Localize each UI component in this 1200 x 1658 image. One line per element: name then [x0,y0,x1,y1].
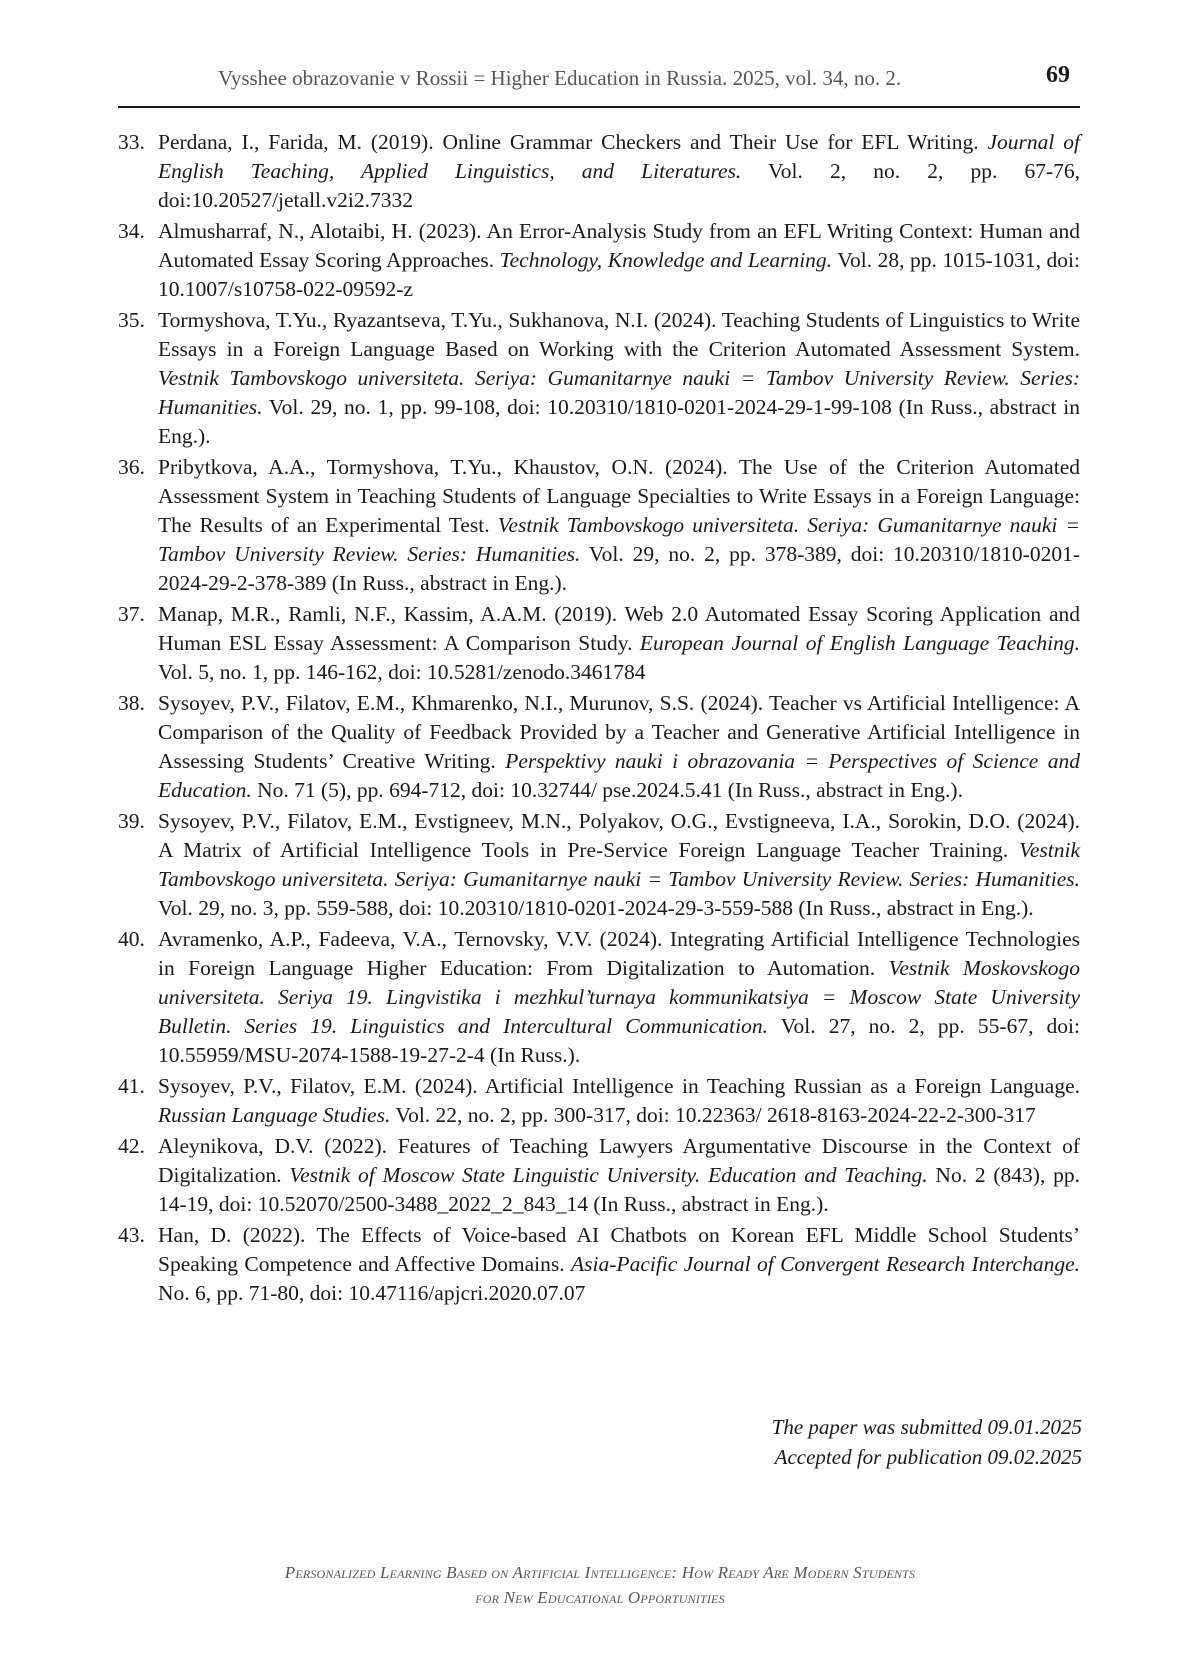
reference-details: Vol. 29, no. 1, pp. 99-108, doi: 10.20310/1810-0201-2024-29-1-99-108 (In Russ., abstract in Eng.). [158,395,1080,448]
reference-source: Journal of English Teaching, Applied Linguistics, and Literatures. [158,130,1080,183]
reference-source: Asia-Pacific Journal of Convergent Research Interchange. [571,1252,1081,1276]
reference-authors-title: Han, D. (2022). The Effects of Voice-based AI Chatbots on Korean EFL Middle School Students’ Speaking Competence and Affective Domains. [158,1223,1080,1276]
footer-title-line-2: for New Educational Opportunities [475,1588,725,1607]
reference-source: Vestnik Tambovskogo universiteta. Seriya: Gumanitarnye nauki = Tambov University Review. Series: Humanities. [158,513,1080,566]
submitted-date: The paper was submitted 09.01.2025 [771,1415,1082,1439]
page-number: 69 [1046,62,1070,88]
reference-source: Vestnik Tambovskogo universiteta. Seriya: Gumanitarnye nauki = Tambov University Review. Series: Humanities. [158,838,1080,891]
reference-details: Vol. 29, no. 2, pp. 378-389, doi: 10.20310/1810-0201-2024-29-2-378-389 (In Russ., abstract in Eng.). [158,542,1080,595]
reference-authors-title: Sysoyev, P.V., Filatov, E.M. (2024). Artificial Intelligence in Teaching Russian as a Foreign Language. [158,1074,1080,1098]
reference-number: 42. [118,1134,145,1158]
reference-source: Vestnik Moskovskogo universiteta. Seriya 19. Lingvistika i mezhkul’turnaya kommunikatsiya = Moscow State University Bulletin. Series 19. Linguistics and Intercultural Communication. [158,956,1080,1038]
reference-number: 41. [118,1074,145,1098]
reference-details: No. 2 (843), pp. 14-19, doi: 10.52070/2500-3488_2022_2_843_14 (In Russ., abstract in Eng.). [158,1163,1080,1216]
reference-number: 37. [118,602,145,626]
reference-number: 35. [118,308,145,332]
reference-source: Technology, Knowledge and Learning. [499,248,833,272]
reference-number: 40. [118,927,145,951]
reference-authors-title: Manap, M.R., Ramli, N.F., Kassim, A.A.M. (2019). Web 2.0 Automated Essay Scoring Application and Human ESL Essay Assessment: A Comparison Study. [158,602,1080,655]
accepted-date: Accepted for publication 09.02.2025 [774,1445,1082,1469]
reference-details: Vol. 29, no. 3, pp. 559-588, doi: 10.20310/1810-0201-2024-29-3-559-588 (In Russ., abstract in Eng.). [158,896,1034,920]
reference-number: 39. [118,809,145,833]
reference-authors-title: Avramenko, A.P., Fadeeva, V.A., Ternovsky, V.V. (2024). Integrating Artificial Intelligence Technologies in Foreign Language Higher Education: From Digitalization to Automation. [158,927,1080,980]
journal-title: Vysshee obrazovanie v Rossii = Higher Education in Russia. 2025, vol. 34, no. 2. [218,66,902,90]
running-header [118,58,1080,108]
reference-item [118,306,1080,451]
reference-item [118,925,1080,1070]
reference-number: 38. [118,691,145,715]
reference-details: Vol. 2, no. 2, pp. 67-76, doi:10.20527/jetall.v2i2.7332 [158,159,1080,212]
reference-item [118,600,1080,687]
reference-authors-title: Sysoyev, P.V., Filatov, E.M., Khmarenko, N.I., Murunov, S.S. (2024). Teacher vs Artificial Intelligence: A Comparison of the Quality of Feedback Provided by a Teacher and Generative Artificial Intelligence in Assessing Students’ Creative Writing. [158,691,1080,773]
reference-authors-title: Aleynikova, D.V. (2022). Features of Teaching Lawyers Argumentative Discourse in the Context of Digitalization. [158,1134,1080,1187]
reference-item [118,128,1080,215]
footer-title-line-1: Personalized Learning Based on Artificial Intelligence: How Ready Are Modern Students [284,1563,916,1582]
reference-source: Perspektivy nauki i obrazovania = Perspectives of Science and Education. [158,749,1080,802]
reference-details: Vol. 27, no. 2, pp. 55-67, doi: 10.55959/MSU-2074-1588-19-27-2-4 (In Russ.). [158,1014,1081,1067]
reference-item [118,1221,1080,1308]
reference-item [118,1132,1080,1219]
reference-source: Vestnik of Moscow State Linguistic University. Education and Teaching. [289,1163,928,1187]
reference-authors-title: Pribytkova, A.A., Tormyshova, T.Yu., Khaustov, O.N. (2024). The Use of the Criterion Automated Assessment System in Teaching Students of Language Specialties to Write Essays in a Foreign Language: The Results of an Experimental Test. [158,455,1080,537]
reference-authors-title: Almusharraf, N., Alotaibi, H. (2023). An Error-Analysis Study from an EFL Writing Context: Human and Automated Essay Scoring Approaches. [158,219,1080,272]
reference-item [118,453,1080,598]
reference-number: 36. [118,455,145,479]
reference-authors-title: Tormyshova, T.Yu., Ryazantseva, T.Yu., Sukhanova, N.I. (2024). Teaching Students of Linguistics to Write Essays in a Foreign Language Based on Working with the Criterion Automated Assessment System. [158,308,1080,361]
reference-item [118,217,1080,304]
reference-source: European Journal of English Language Teaching. [639,631,1080,655]
reference-details: No. 71 (5), pp. 694-712, doi: 10.32744/ pse.2024.5.41 (In Russ., abstract in Eng.). [251,778,963,802]
reference-details: Vol. 28, pp. 1015-1031, doi: 10.1007/s10758-022-09592-z [158,248,1080,301]
reference-number: 43. [118,1223,145,1247]
reference-item [118,1072,1080,1130]
reference-details: No. 6, pp. 71-80, doi: 10.47116/apjcri.2020.07.07 [158,1281,586,1305]
running-footer [0,1560,1200,1610]
reference-details: Vol. 22, no. 2, pp. 300-317, doi: 10.22363/ 2618-8163-2024-22-2-300-317 [390,1103,1036,1127]
reference-item [118,689,1080,805]
reference-number: 33. [118,130,145,154]
submission-info [772,1412,1082,1472]
reference-source: Russian Language Studies. [158,1103,391,1127]
reference-authors-title: Perdana, I., Farida, M. (2019). Online Grammar Checkers and Their Use for EFL Writing. [158,130,988,154]
reference-details: Vol. 5, no. 1, pp. 146-162, doi: 10.5281/zenodo.3461784 [158,660,646,684]
reference-list [118,128,1080,1310]
reference-item [118,807,1080,923]
reference-source: Vestnik Tambovskogo universiteta. Seriya: Gumanitarnye nauki = Tambov University Review. Series: Humanities. [158,366,1080,419]
reference-authors-title: Sysoyev, P.V., Filatov, E.M., Evstigneev, M.N., Polyakov, O.G., Evstigneeva, I.A., Sorokin, D.O. (2024). A Matrix of Artificial Intelligence Tools in Pre-Service Foreign Language Teacher Training. [158,809,1080,862]
reference-number: 34. [118,219,145,243]
